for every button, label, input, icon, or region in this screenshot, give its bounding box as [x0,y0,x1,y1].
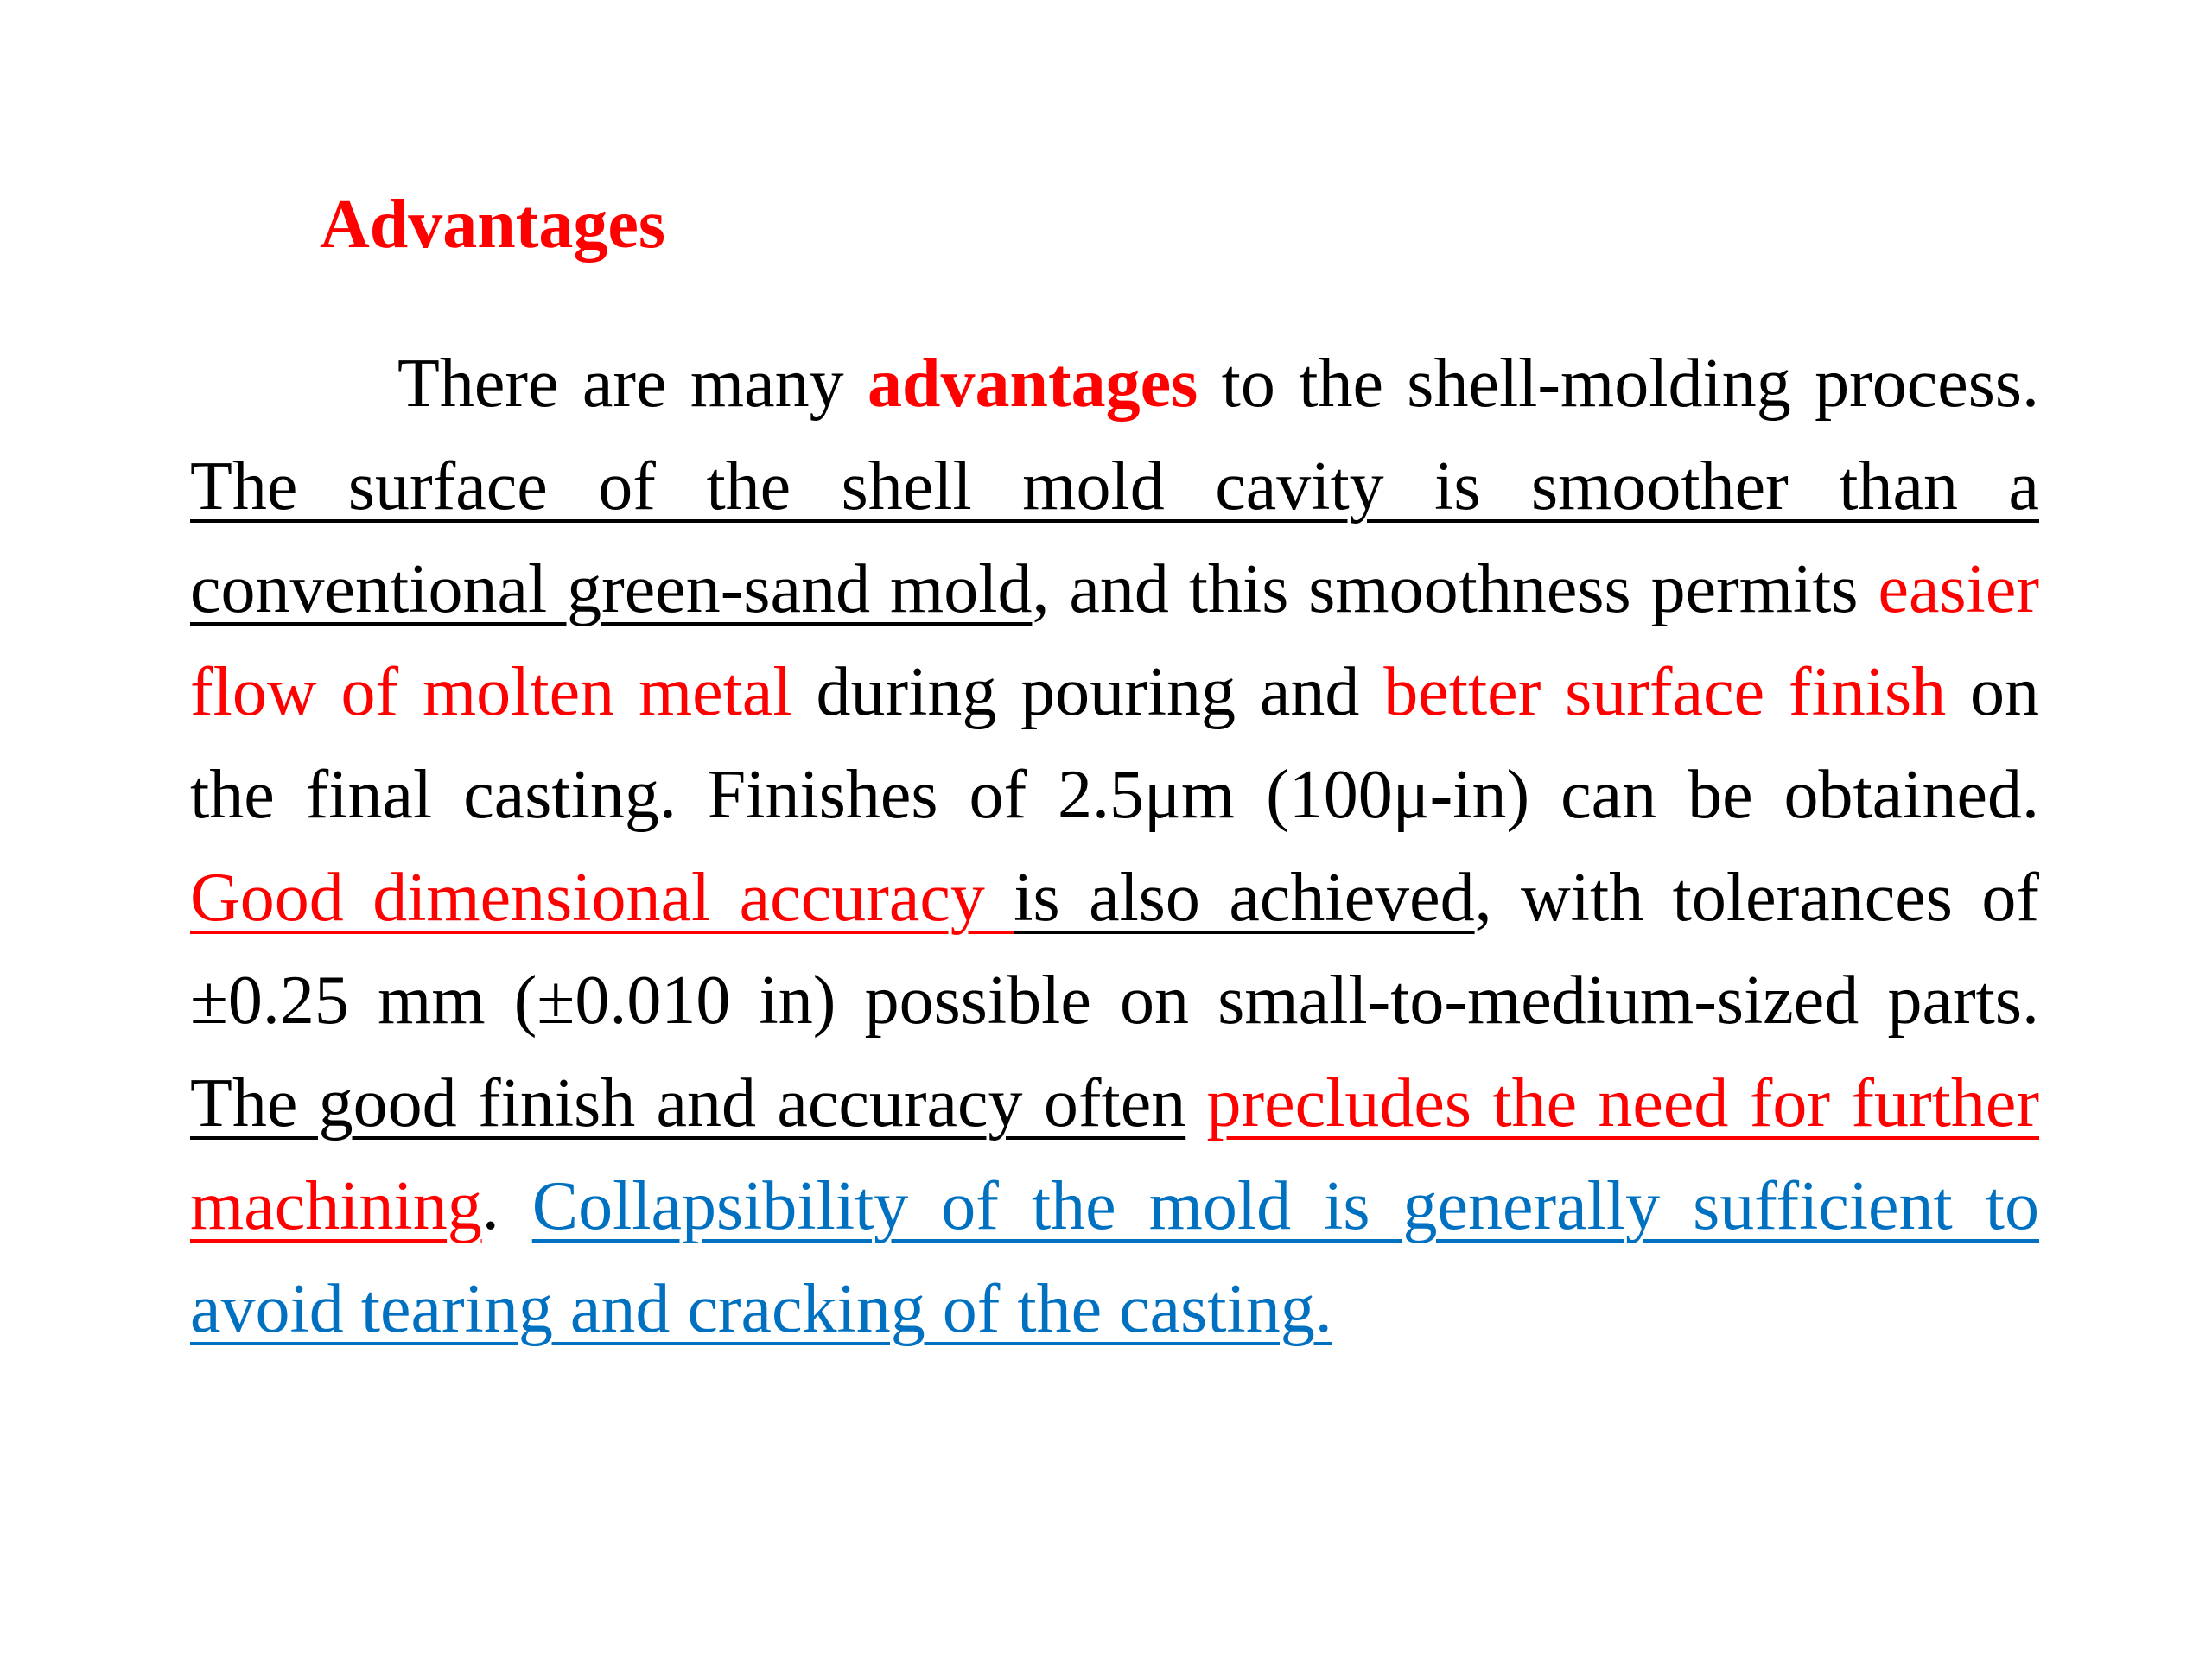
text-run-collapsibility: Collapsibility of the mold is generally sufficient to avoid tearing and cracking of the casting. [190,1168,2040,1347]
text-run-plain: There are many [397,346,868,422]
text-run-precludes-machining: precludes the need for further machining [190,1065,2039,1244]
text-run-surface-smoothness: The surface of the shell mold cavity is smoother than a conventional green-sand mold [190,448,2039,627]
text-run-plain: on the final casting. Finishes of 2.5μm (100μ-in) can be obtained. [190,654,2039,833]
text-run-plain: , with tolerances of ±0.25 mm (±0.010 in) possible on small-to-medium-sized parts. [190,860,2039,1039]
text-run-plain: , and this smoothness permits [1032,551,1878,627]
section-heading: Advantages [320,187,666,263]
text-run-also-achieved: is also achieved [1014,860,1475,936]
text-run-better-finish: better surface finish [1383,654,1947,730]
text-run-advantages-emphasis: advantages [868,346,1198,422]
text-run-dimensional-accuracy: Good dimensional accuracy [190,860,1014,936]
text-run-plain [1185,1065,1206,1141]
text-run-plain: during pouring and [791,654,1384,730]
text-run-plain: to the shell-molding process. [1198,346,2039,422]
advantages-paragraph [190,333,2039,1361]
text-run-easier-flow: easier flow of molten metal [190,551,2039,730]
text-run-finish-accuracy: The good finish and accuracy often [190,1065,1186,1141]
text-run-plain: . [481,1168,532,1244]
